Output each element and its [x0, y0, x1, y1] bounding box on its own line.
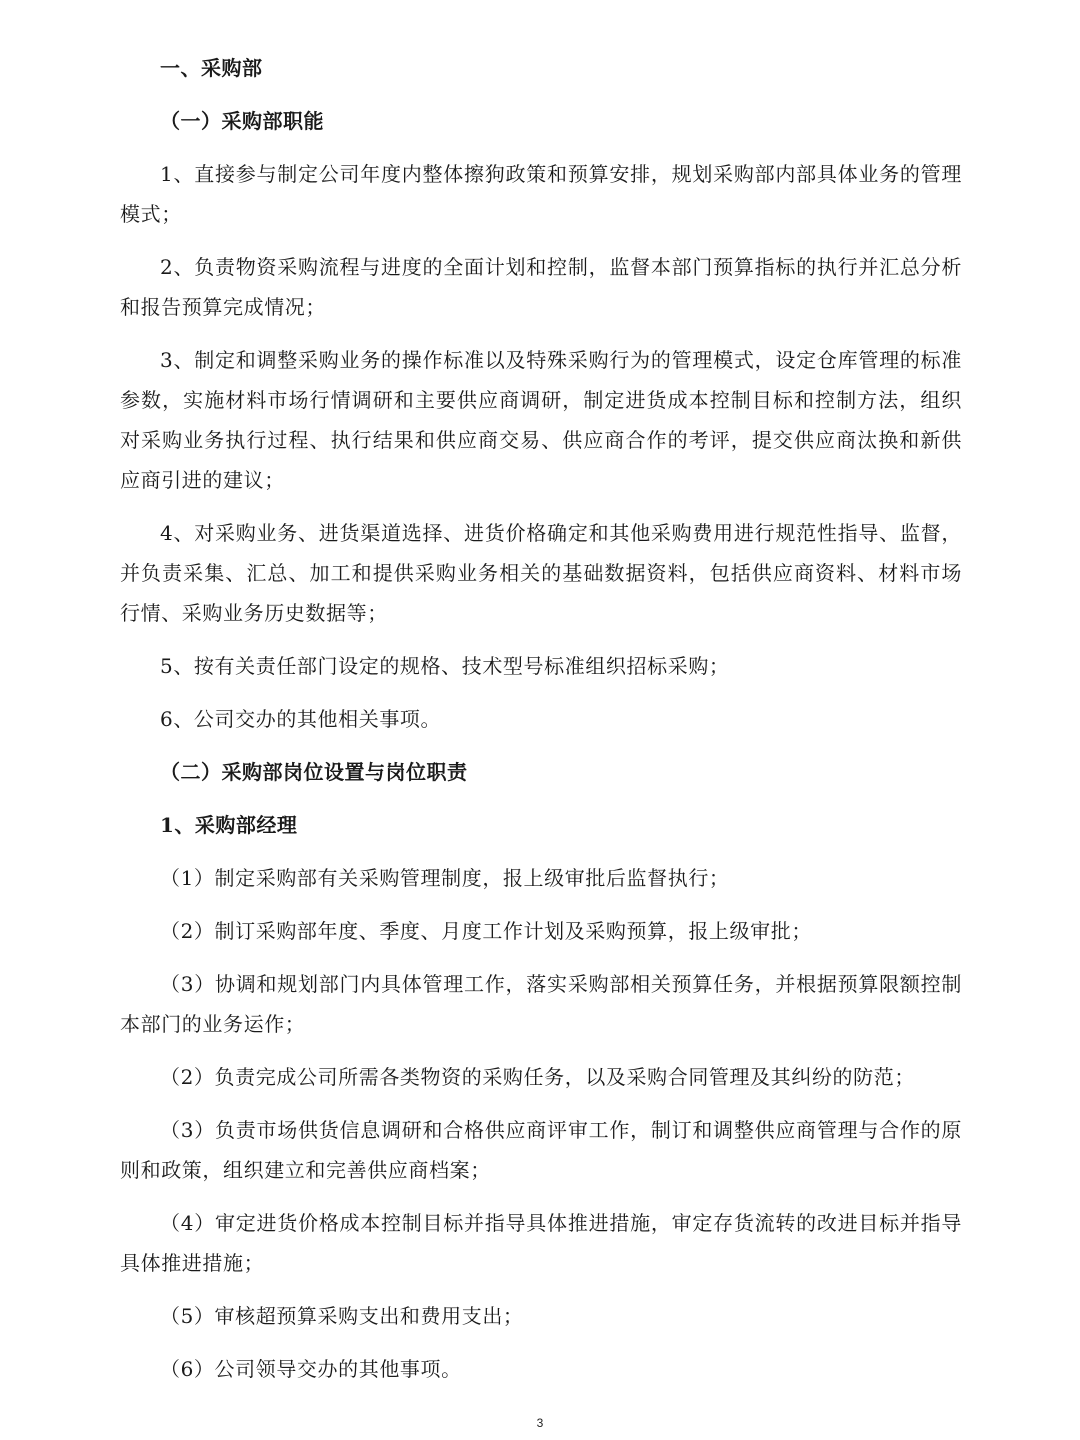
function-item: 4、对采购业务、进货渠道选择、进货价格确定和其他采购费用进行规范性指导、监督，并负责采集、汇总、加工和提供采购业务相关的基础数据资料，包括供应商资料、材料市场行情、采购业务历史数据等； — [120, 521, 962, 625]
section-title: 一、采购部 — [160, 56, 263, 80]
subsection-title-positions: （二）采购部岗位设置与岗位职责 — [160, 760, 468, 784]
duty-item: （5）审核超预算采购支出和费用支出； — [160, 1304, 524, 1328]
duty-item: （6）公司领导交办的其他事项。 — [160, 1357, 462, 1381]
function-item: 2、负责物资采购流程与进度的全面计划和控制，监督本部门预算指标的执行并汇总分析和报告预算完成情况； — [120, 255, 962, 319]
duty-item: （3）协调和规划部门内具体管理工作，落实采购部相关预算任务，并根据预算限额控制本部门的业务运作； — [120, 972, 962, 1036]
function-item: 5、按有关责任部门设定的规格、技术型号标准组织招标采购； — [160, 654, 730, 678]
role-title-manager: 1、采购部经理 — [160, 813, 298, 837]
page-number: 3 — [536, 1416, 544, 1430]
function-item: 3、制定和调整采购业务的操作标准以及特殊采购行为的管理模式，设定仓库管理的标准参数，实施材料市场行情调研和主要供应商调研，制定进货成本控制目标和控制方法，组织对采购业务执行过程、执行结果和供应商交易、供应商合作的考评，提交供应商汰换和新供应商引进的建议； — [120, 348, 962, 492]
subsection-title-functions: （一）采购部职能 — [160, 109, 324, 133]
duty-item: （2）制订采购部年度、季度、月度工作计划及采购预算，报上级审批； — [160, 919, 812, 943]
function-item: 1、直接参与制定公司年度内整体擦狗政策和预算安排，规划采购部内部具体业务的管理模式； — [120, 162, 962, 226]
document-body — [120, 48, 962, 1402]
duty-item: （2）负责完成公司所需各类物资的采购任务，以及采购合同管理及其纠纷的防范； — [160, 1065, 915, 1089]
function-item: 6、公司交办的其他相关事项。 — [160, 707, 442, 731]
duty-item: （3）负责市场供货信息调研和合格供应商评审工作，制订和调整供应商管理与合作的原则和政策，组织建立和完善供应商档案； — [120, 1118, 962, 1182]
duty-item: （4）审定进货价格成本控制目标并指导具体推进措施，审定存货流转的改进目标并指导具体推进措施； — [120, 1211, 962, 1275]
duty-item: （1）制定采购部有关采购管理制度，报上级审批后监督执行； — [160, 866, 730, 890]
